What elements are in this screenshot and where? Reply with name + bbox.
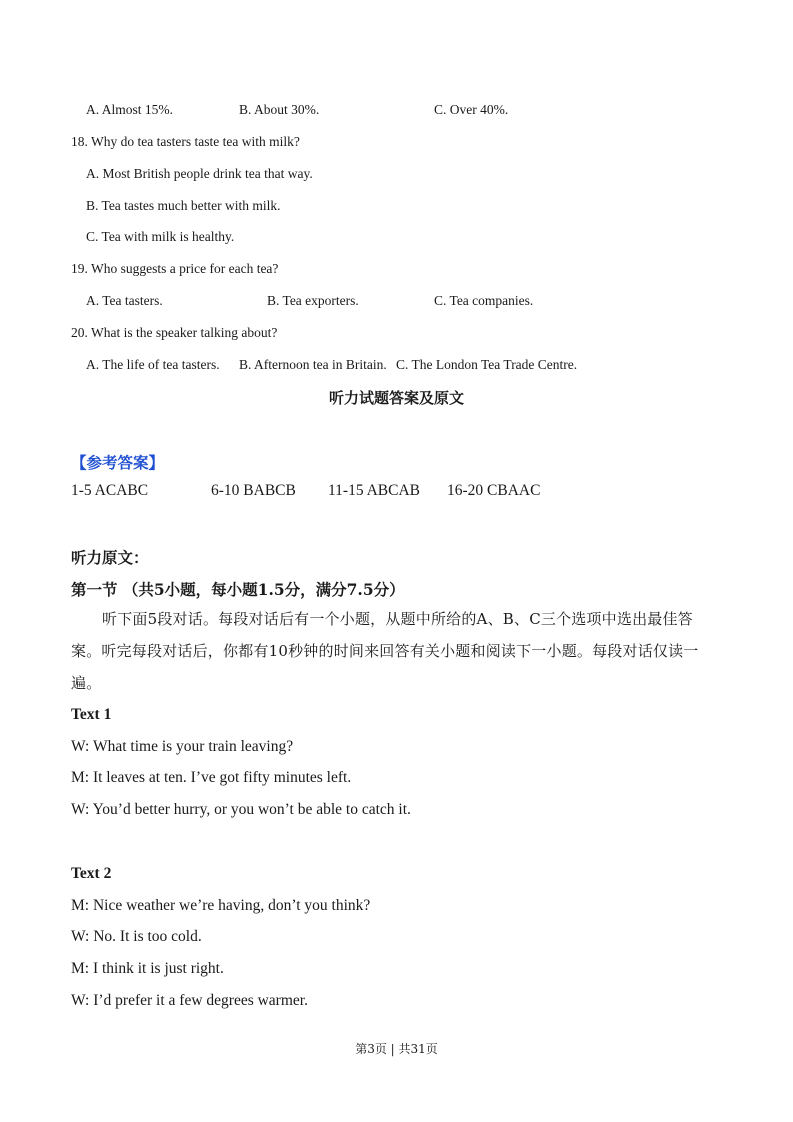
answer-group-3: 11-15 ABCAB	[328, 482, 421, 499]
text-1-title: Text 1	[71, 706, 112, 723]
q18-option-c: C. Tea with milk is healthy.	[86, 229, 235, 244]
q20-option-c: C. The London Tea Trade Centre.	[396, 357, 578, 372]
q18-option-b: B. Tea tastes much better with milk.	[86, 198, 281, 213]
text-2-line-4: W: I’d prefer it a few degrees warmer.	[71, 992, 308, 1009]
q19-option-c: C. Tea companies.	[434, 293, 534, 308]
text-1-line-1: W: What time is your train leaving?	[71, 738, 294, 755]
q19-option-a: A. Tea tasters.	[86, 293, 163, 308]
reference-answer-tag: 【参考答案】	[71, 453, 165, 472]
transcript-heading: 听力原文：	[71, 548, 149, 567]
q17-option-b: B. About 30%.	[239, 102, 320, 117]
q18-text: 18. Why do tea tasters taste tea with milk?	[71, 134, 300, 149]
answer-group-2: 6-10 BABCB	[211, 482, 296, 499]
answers-section-title: 听力试题答案及原文	[328, 389, 464, 407]
q19-option-b: B. Tea exporters.	[267, 293, 359, 308]
text-1-line-3: W: You’d better hurry, or you won’t be able to catch it.	[71, 801, 411, 818]
text-2-line-2: W: No. It is too cold.	[71, 928, 202, 945]
answer-group-4: 16-20 CBAAC	[447, 482, 541, 499]
q20-option-b: B. Afternoon tea in Britain.	[239, 357, 387, 372]
instructions-paragraph: 听下面5段对话。每段对话后有一个小题，从题中所给的A、B、C三个选项中选出最佳答案。听完每段对话后，你都有10秒钟的时间来回答有关小题和阅读下一小题。每段对话仅读一遍。	[71, 610, 699, 692]
q17-option-c: C. Over 40%.	[434, 102, 509, 117]
text-2-line-3: M: I think it is just right.	[71, 960, 224, 977]
q17-option-a: A. Almost 15%.	[86, 102, 174, 117]
page-footer: 第3页 | 共31页	[355, 1042, 438, 1056]
q20-text: 20. What is the speaker talking about?	[71, 325, 278, 340]
q20-option-a: A. The life of tea tasters.	[86, 357, 220, 372]
answer-group-1: 1-5 ACABC	[71, 482, 149, 499]
text-2-title: Text 2	[71, 865, 112, 882]
text-2-line-1: M: Nice weather we’re having, don’t you think?	[71, 897, 371, 914]
text-1-line-2: M: It leaves at ten. I’ve got fifty minutes left.	[71, 769, 352, 786]
section-heading: 第一节 （共5小题，每小题1.5分，满分7.5分）	[71, 580, 405, 599]
q19-text: 19. Who suggests a price for each tea?	[71, 261, 279, 276]
q18-option-a: A. Most British people drink tea that way.	[86, 166, 313, 181]
